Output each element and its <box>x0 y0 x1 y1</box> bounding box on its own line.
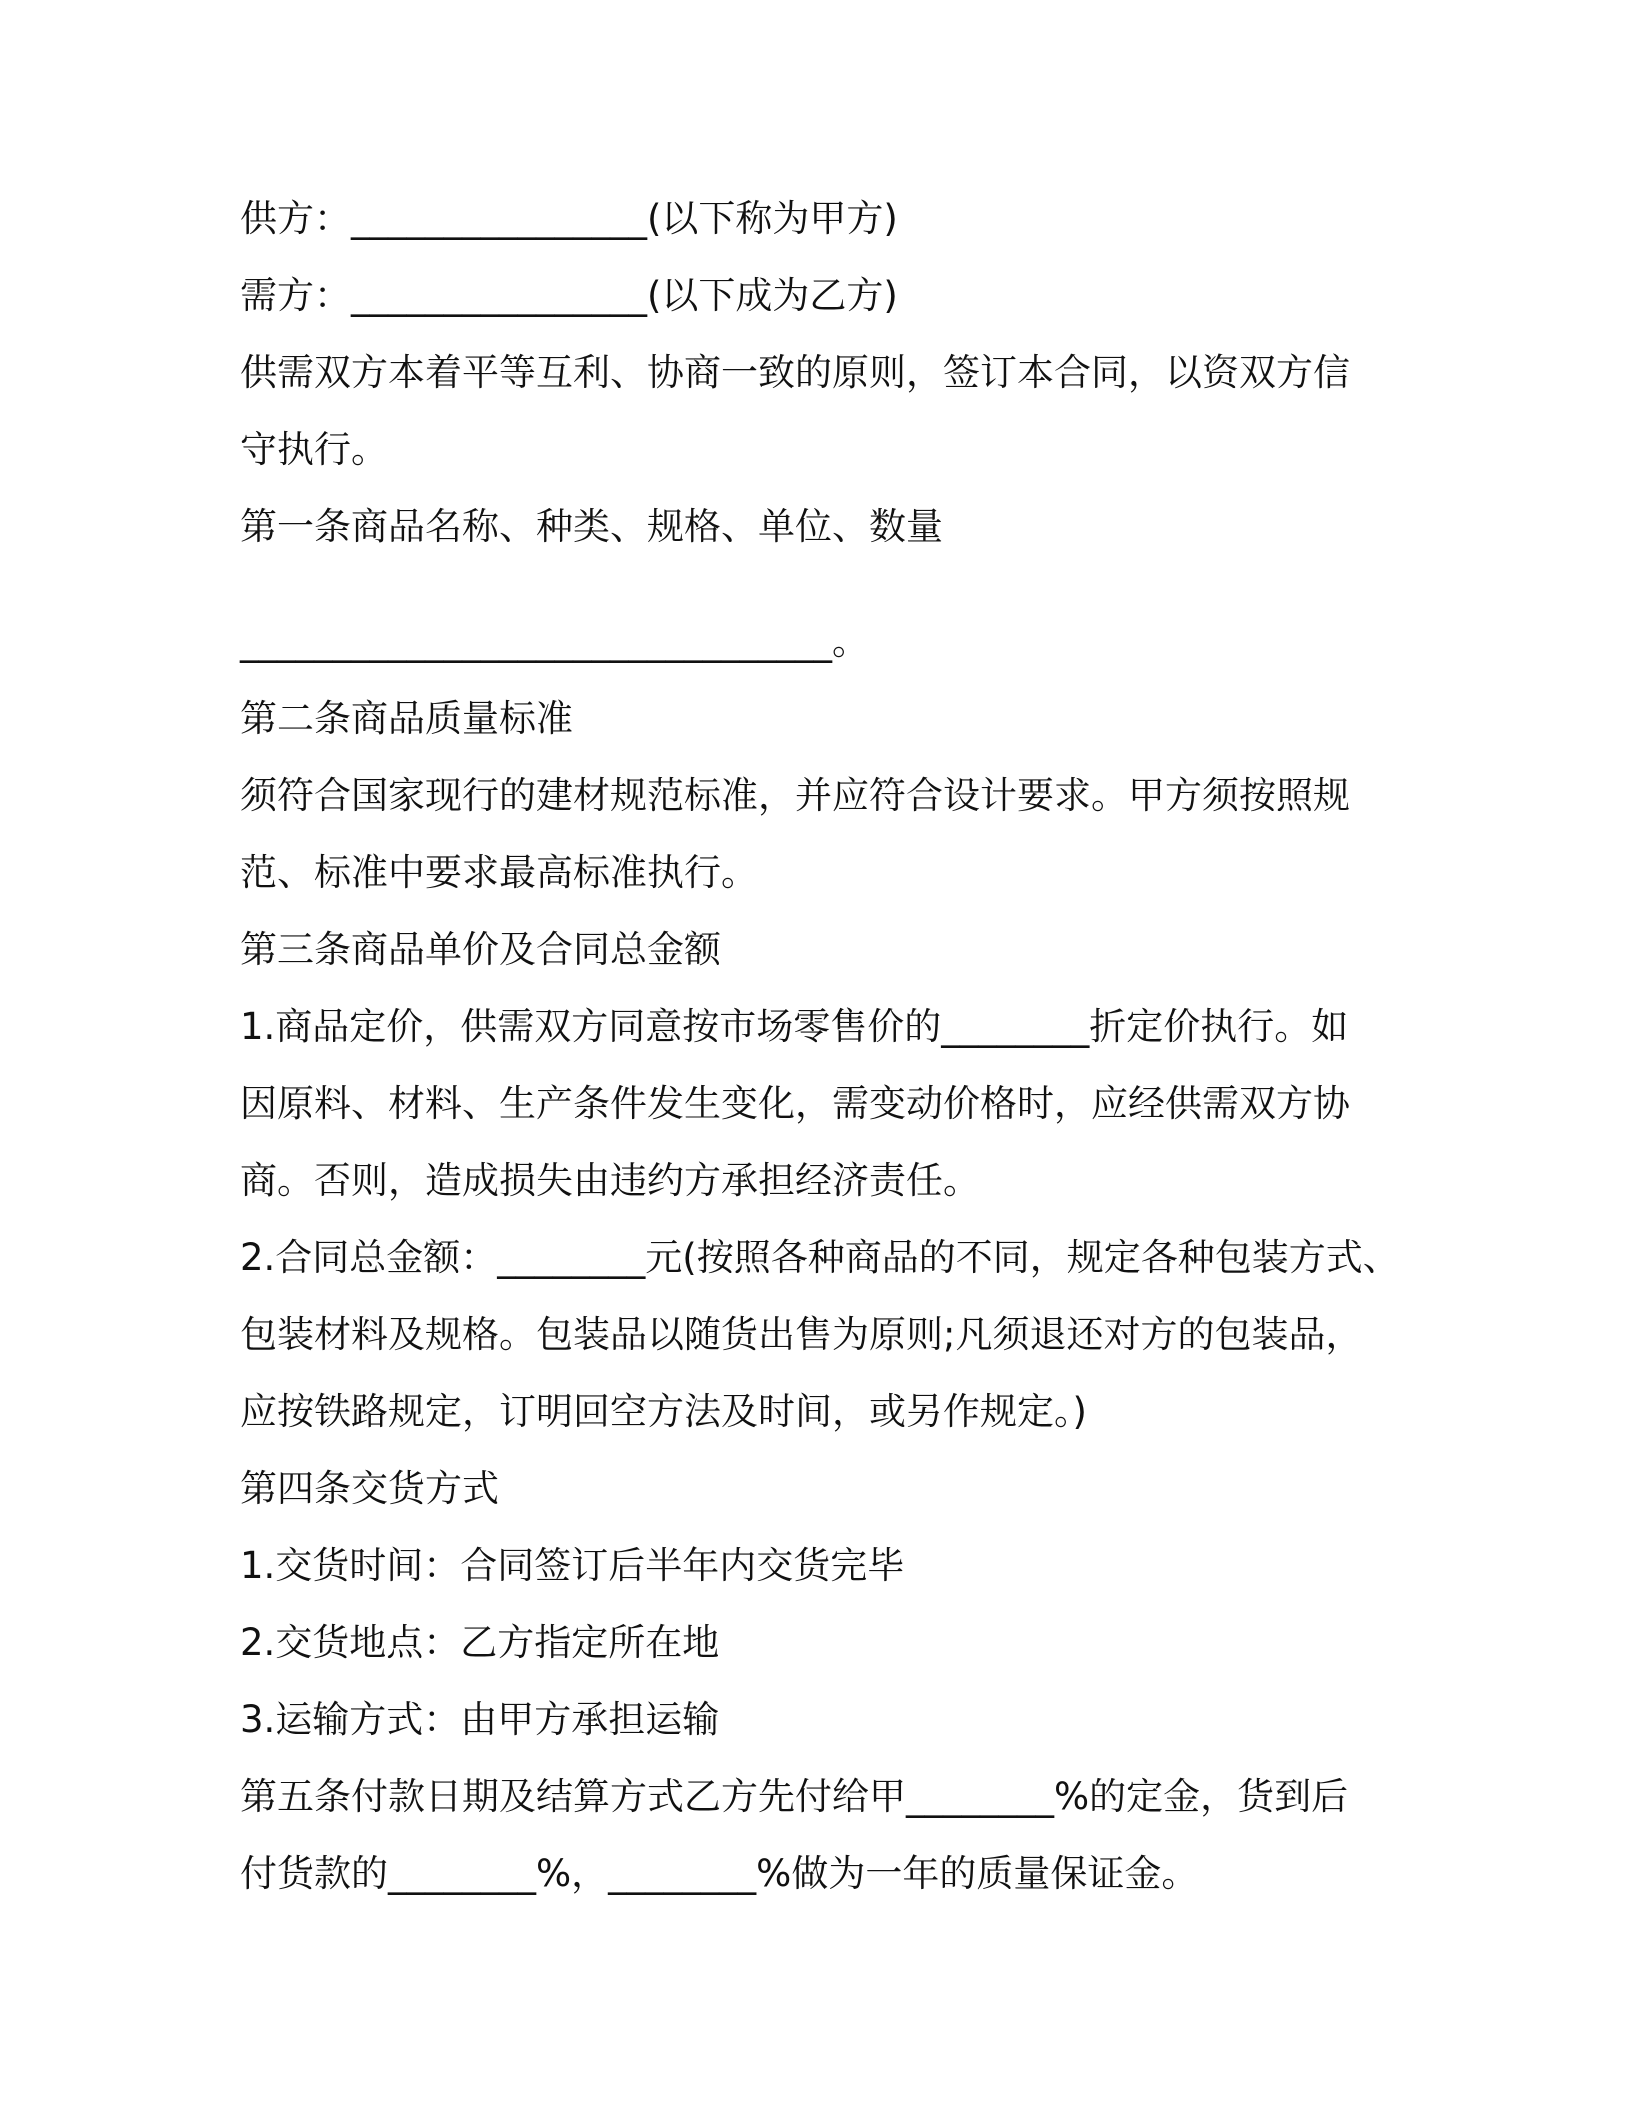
article-2-text-line-2: 范、标准中要求最高标准执行。 <box>240 851 758 894</box>
article-1-heading: 第一条商品名称、种类、规格、单位、数量 <box>240 505 943 548</box>
article-3-item-2-line-2: 包装材料及规格。包装品以随货出售为原则;凡须退还对方的包装品， <box>240 1313 1363 1356</box>
article-5-text-line-2: 付货款的________%，________%做为一年的质量保证金。 <box>240 1852 1199 1895</box>
article-3-item-2-line-1: 2.合同总金额：________元(按照各种商品的不同，规定各种包装方式、 <box>240 1236 1400 1279</box>
article-1-blank-line: ________________________________。 <box>240 620 869 663</box>
article-4-heading: 第四条交货方式 <box>240 1467 499 1510</box>
article-3-item-1-line-1: 1.商品定价，供需双方同意按市场零售价的________折定价执行。如 <box>240 1005 1349 1048</box>
article-4-item-1: 1.交货时间：合同签订后半年内交货完毕 <box>240 1544 905 1587</box>
article-3-item-2-line-3: 应按铁路规定，订明回空方法及时间，或另作规定。) <box>240 1390 1087 1433</box>
article-3-item-1-line-2: 因原料、材料、生产条件发生变化，需变动价格时，应经供需双方协 <box>240 1082 1350 1125</box>
article-2-heading: 第二条商品质量标准 <box>240 697 573 740</box>
article-2-text-line-1: 须符合国家现行的建材规范标准，并应符合设计要求。甲方须按照规 <box>240 774 1350 817</box>
intro-paragraph-line-1: 供需双方本着平等互利、协商一致的原则，签订本合同，以资双方信 <box>240 351 1350 394</box>
document-body <box>240 180 1440 1912</box>
article-4-item-2: 2.交货地点：乙方指定所在地 <box>240 1621 720 1664</box>
intro-paragraph-line-2: 守执行。 <box>240 428 388 471</box>
buyer-line: 需方：________________(以下成为乙方) <box>240 274 898 317</box>
article-3-heading: 第三条商品单价及合同总金额 <box>240 928 721 971</box>
article-3-item-1-line-3: 商。否则，造成损失由违约方承担经济责任。 <box>240 1159 980 1202</box>
article-4-item-3: 3.运输方式：由甲方承担运输 <box>240 1698 720 1741</box>
article-5-text-line-1: 第五条付款日期及结算方式乙方先付给甲________%的定金，货到后 <box>240 1775 1349 1818</box>
supplier-line: 供方：________________(以下称为甲方) <box>240 197 898 240</box>
